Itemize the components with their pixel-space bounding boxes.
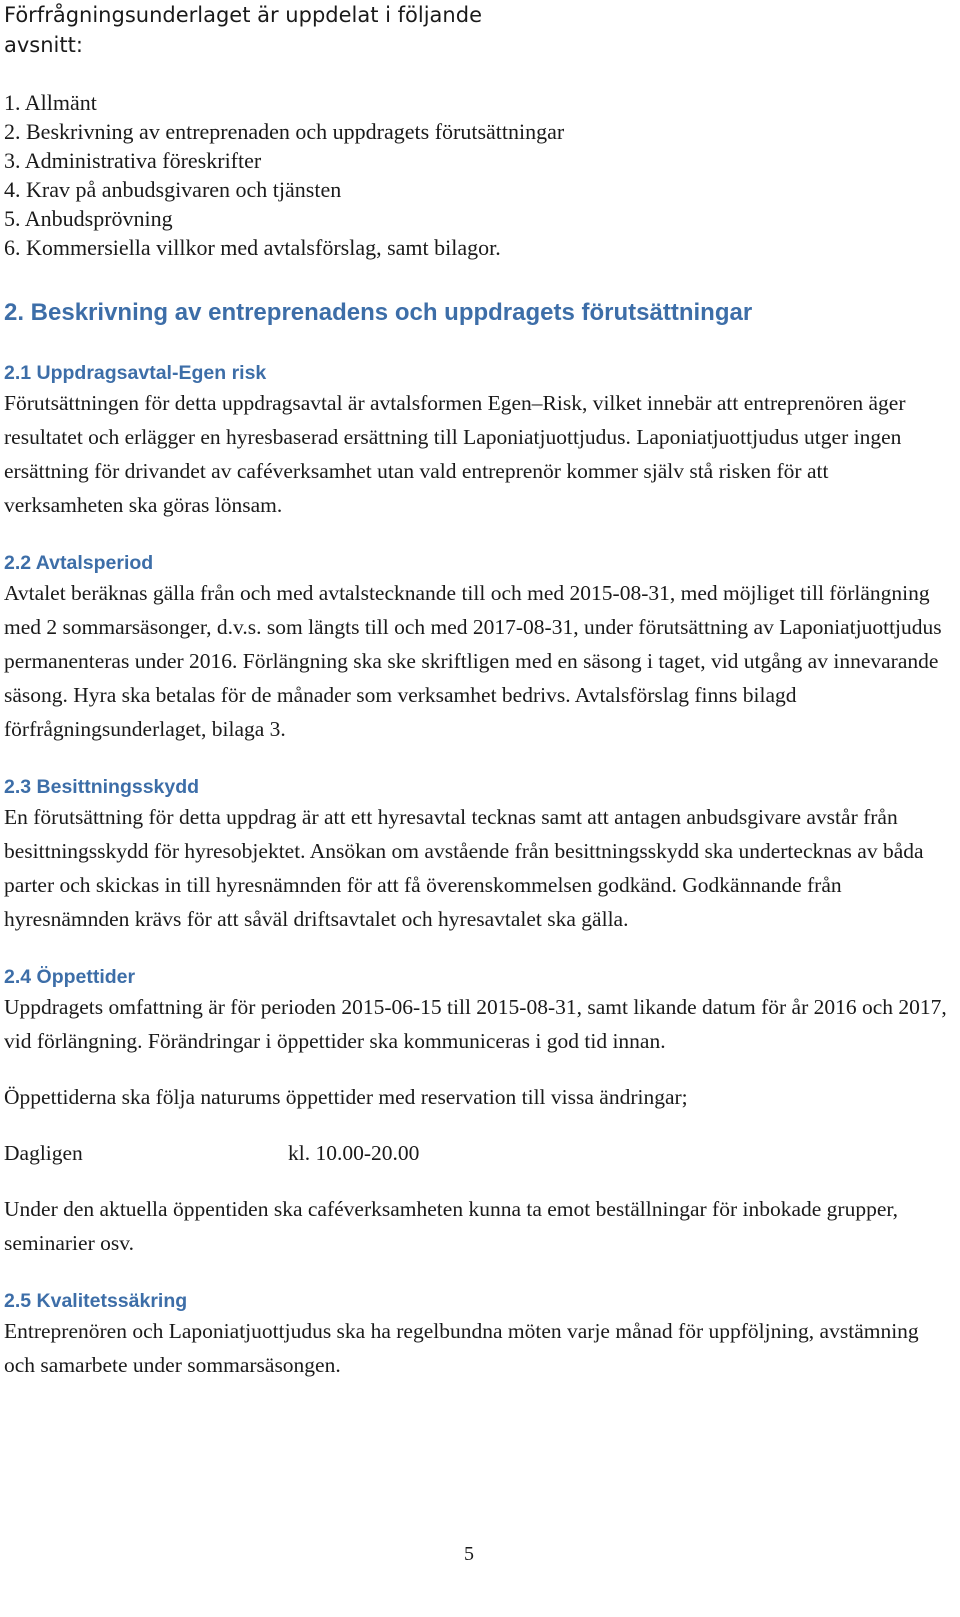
document-page <box>4 0 952 1382</box>
section-paragraph: Entreprenören och Laponiatjuottjudus ska ha regelbundna möten varje månad för uppföljning, avstämning och samarbete under sommarsäsongen. <box>4 1319 919 1377</box>
list-item: 1. Allmänt <box>4 90 97 115</box>
page-number: 5 <box>464 1543 474 1565</box>
section-paragraph: Uppdragets omfattning är för perioden 2015-06-15 till 2015-08-31, samt likande datum för år 2016 och 2017, vid förlängning. Förändringar i öppettider ska kommuniceras i god tid innan. <box>4 995 947 1053</box>
list-item: 3. Administrativa föreskrifter <box>4 148 262 173</box>
hours-value: kl. 10.00-20.00 <box>288 1141 420 1165</box>
list-item: 5. Anbudsprövning <box>4 206 173 231</box>
section-title: 2.3 Besittningsskydd <box>4 776 200 798</box>
section-title: 2.1 Uppdragsavtal-Egen risk <box>4 362 267 384</box>
section-2-2 <box>4 550 952 746</box>
list-item: 2. Beskrivning av entreprenaden och uppdragets förutsättningar <box>4 119 565 144</box>
section-paragraph: Avtalet beräknas gälla från och med avtalstecknande till och med 2015-08-31, med möjliget till förlängning med 2 sommarsäsonger, d.v.s. som längts till och med 2017-08-31, under förutsättning av Laponiatjuottjudus permanenteras under 2016. Förlängning ska ske skriftligen med en säsong i taget, vid utgång av innevarande säsong. Hyra ska betalas för de månader som verksamhet bedrivs. Avtalsförslag finns bilagd förfrågningsunderlaget, bilaga 3. <box>4 581 942 741</box>
list-item: 4. Krav på anbudsgivaren och tjänsten <box>4 177 342 202</box>
hours-label: Dagligen <box>4 1141 83 1165</box>
section-title: 2.4 Öppettider <box>4 966 136 988</box>
section-title: 2.2 Avtalsperiod <box>4 552 154 574</box>
section-paragraph: Öppettiderna ska följa naturums öppettider med reservation till vissa ändringar; <box>4 1085 688 1109</box>
section-2-1 <box>4 360 952 522</box>
section-2-5 <box>4 1288 952 1382</box>
chapter-heading: 2. Beskrivning av entreprenadens och uppdragets förutsättningar <box>4 299 753 326</box>
section-paragraph: Under den aktuella öppentiden ska caféverksamheten kunna ta emot beställningar för inbokade grupper, seminarier osv. <box>4 1197 899 1255</box>
section-list <box>4 88 952 262</box>
section-paragraph: En förutsättning för detta uppdrag är att ett hyresavtal tecknas samt att antagen anbudsgivare avstår från besittningsskydd för hyresobjektet. Ansökan om avstående från besittningsskydd ska undertecknas av båda parter och skickas in till hyresnämnden för att få överenskommelsen godkänd. Godkännande från hyresnämnden krävs för att såväl driftsavtalet och hyresavtalet ska gälla. <box>4 805 924 931</box>
intro-text: Förfrågningsunderlaget är uppdelat i följande avsnitt: <box>4 3 482 57</box>
section-paragraph: Förutsättningen för detta uppdragsavtal är avtalsformen Egen–Risk, vilket innebär att entreprenören äger resultatet och erlägger en hyresbaserad ersättning till Laponiatjuottjudus. Laponiatjuottjudus utger ingen ersättning för drivandet av caféverksamhet utan vald entreprenör kommer själv stå risken för att verksamheten ska göras lönsam. <box>4 391 906 517</box>
section-title: 2.5 Kvalitetssäkring <box>4 1290 188 1312</box>
section-2-3 <box>4 774 952 936</box>
hours-row <box>4 1136 952 1170</box>
section-2-4 <box>4 964 952 1260</box>
list-item: 6. Kommersiella villkor med avtalsförslag, samt bilagor. <box>4 235 501 260</box>
